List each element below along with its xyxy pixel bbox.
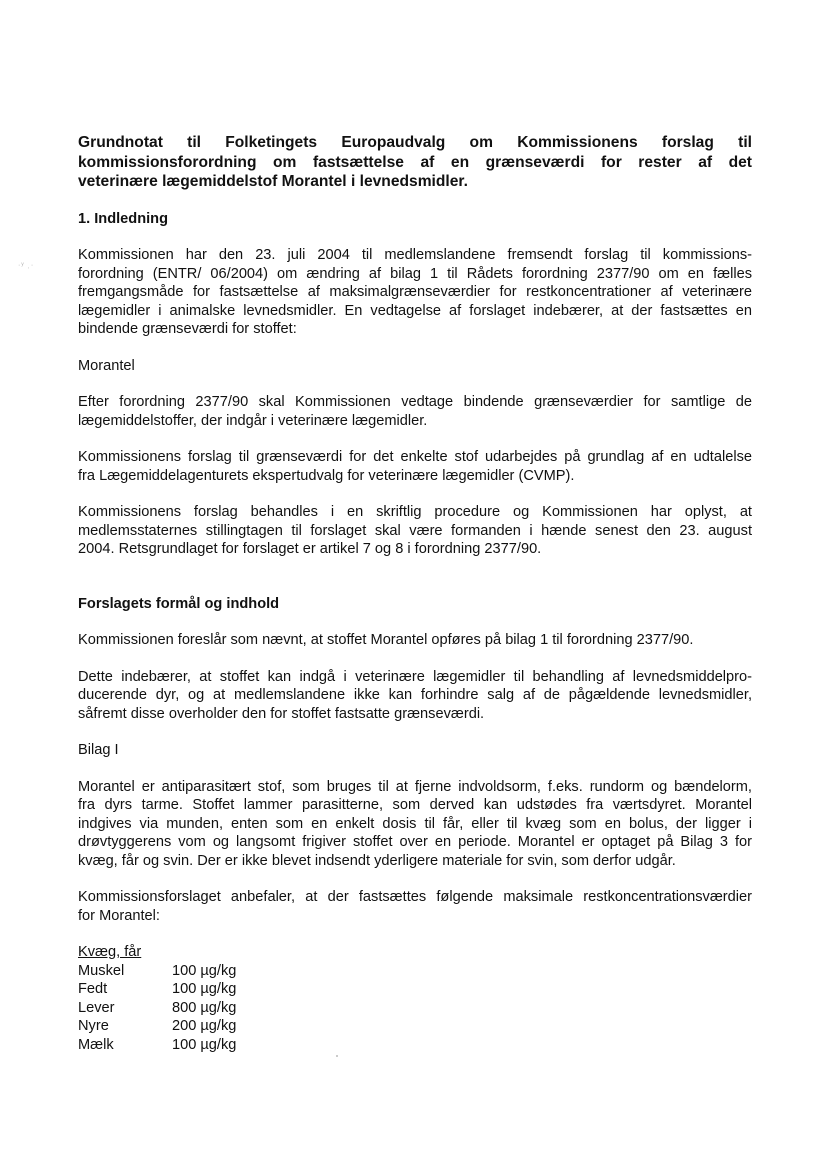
paragraph-procedure xyxy=(78,503,752,559)
text-line: for Morantel: xyxy=(78,907,160,924)
text-line: Bilag I xyxy=(78,742,119,758)
text-line: fra Lægemiddelagenturets ekspertudvalg for veterinære lægemidler (CVMP). xyxy=(78,467,575,484)
title-line: Grundnotat til Folketingets Europaudvalg om Kommissionens forslag til xyxy=(78,134,752,151)
document-title xyxy=(78,133,752,192)
text-line: forordning (ENTR/ 06/2004) om ændring af bilag 1 til Rådets forordning 2377/90 om en fælles xyxy=(78,265,752,282)
text-line: ducerende dyr, og at medlemslandene ikke kan forhindre salg af de pågældende levnedsmidler, xyxy=(78,687,752,703)
value-cell: 200 µg/kg xyxy=(172,1018,237,1034)
text-line: Kommissionens forslag til grænseværdi for det enkelte stof udarbejdes på grundlag af en udtalelse xyxy=(78,449,752,465)
text-line: Kommissionen foreslår som nævnt, at stoffet Morantel opføres på bilag 1 til forordning 2377/90. xyxy=(78,632,694,648)
document-body xyxy=(78,133,752,1054)
value-cell: 100 µg/kg xyxy=(172,962,237,979)
table-row xyxy=(78,1017,752,1036)
text-line: indgives via munden, enten som en enkelt dosis til får, eller til kvæg som en bolus, der ligger i xyxy=(78,815,752,832)
text-line: kvæg, får og svin. Der er ikke blevet indsendt yderligere materiale for svin, som derfor udgår. xyxy=(78,852,676,869)
text-line: Kommissionen har den 23. juli 2004 til medlemslandene fremsendt forslag til kommissions- xyxy=(78,247,752,263)
text-line: lægemiddelstoffer, der indgår i veterinære lægemidler. xyxy=(78,412,428,429)
title-line: kommissionsforordning om fastsættelse af en grænseværdi for rester af det xyxy=(78,153,752,171)
table-header: Kvæg, får xyxy=(78,944,142,960)
tissue-cell: Mælk xyxy=(78,1036,114,1053)
paragraph-recommendation xyxy=(78,888,752,925)
substance-name xyxy=(78,357,752,376)
section-heading-introduction: 1. Indledning xyxy=(78,210,168,227)
paragraph-cvmp xyxy=(78,448,752,485)
paragraph-regulation xyxy=(78,393,752,430)
table-row xyxy=(78,980,752,999)
text-line: Dette indebærer, at stoffet kan indgå i veterinære lægemidler til behandling af levnedsmiddelpro- xyxy=(78,668,752,685)
text-line: drøvtyggerens vom og langsomt frigiver stoffet over en periode. Morantel er optaget på Bilag 3 for xyxy=(78,834,752,850)
tissue-cell: Muskel xyxy=(78,962,125,979)
title-line: veterinære lægemiddelstof Morantel i levnedsmidler. xyxy=(78,173,468,190)
text-line: Morantel er antiparasitært stof, som bruges til at fjerne indvoldsorm, f.eks. rundorm og bændelorm, xyxy=(78,778,752,795)
tissue-cell: Nyre xyxy=(78,1018,109,1034)
text-line: medlemsstaternes stillingtagen til forslaget skal være formanden i hænde senest den 23. august xyxy=(78,522,752,539)
text-line: såfremt disse overholder den for stoffet fastsatte grænseværdi. xyxy=(78,705,485,722)
mrl-table xyxy=(78,943,752,1054)
text-line: lægemidler i animalske levnedsmidler. En vedtagelse af forslaget indebærer, at der fastsættes en xyxy=(78,302,752,319)
tissue-cell: Fedt xyxy=(78,981,108,997)
annex-label xyxy=(78,741,752,760)
paragraph-morantel-description xyxy=(78,778,752,871)
text-line: Morantel xyxy=(78,357,135,374)
table-row xyxy=(78,1036,752,1055)
text-line: Kommissionens forslag behandles i en skriftlig procedure og Kommissionen har oplyst, at xyxy=(78,504,752,520)
table-row xyxy=(78,999,752,1018)
text-line: fra dyrs tarme. Stoffet lammer parasitterne, som derved kan udstødes fra værtsdyret. Morantel xyxy=(78,797,752,813)
text-line: Kommissionsforslaget anbefaler, at der fastsættes følgende maksimale restkoncentrationsværdier xyxy=(78,889,752,905)
scan-speck xyxy=(336,1055,338,1057)
table-row xyxy=(78,962,752,981)
scan-artifact: ·ʸ ˌ· xyxy=(18,262,35,269)
text-line: Efter forordning 2377/90 skal Kommissionen vedtage bindende grænseværdier for samtlige de xyxy=(78,394,752,410)
tissue-cell: Lever xyxy=(78,999,115,1016)
value-cell: 100 µg/kg xyxy=(172,981,237,997)
text-line: bindende grænseværdi for stoffet: xyxy=(78,321,297,337)
value-cell: 100 µg/kg xyxy=(172,1036,237,1053)
paragraph-intro xyxy=(78,246,752,339)
paragraph-implication xyxy=(78,668,752,724)
text-line: 2004. Retsgrundlaget for forslaget er artikel 7 og 8 i forordning 2377/90. xyxy=(78,541,542,557)
paragraph-proposal xyxy=(78,631,752,650)
section-heading-purpose: Forslagets formål og indhold xyxy=(78,595,280,612)
text-line: fremgangsmåde for fastsættelse af maksimalgrænseværdier for restkoncentrationer af veterinære xyxy=(78,284,752,300)
value-cell: 800 µg/kg xyxy=(172,999,237,1016)
